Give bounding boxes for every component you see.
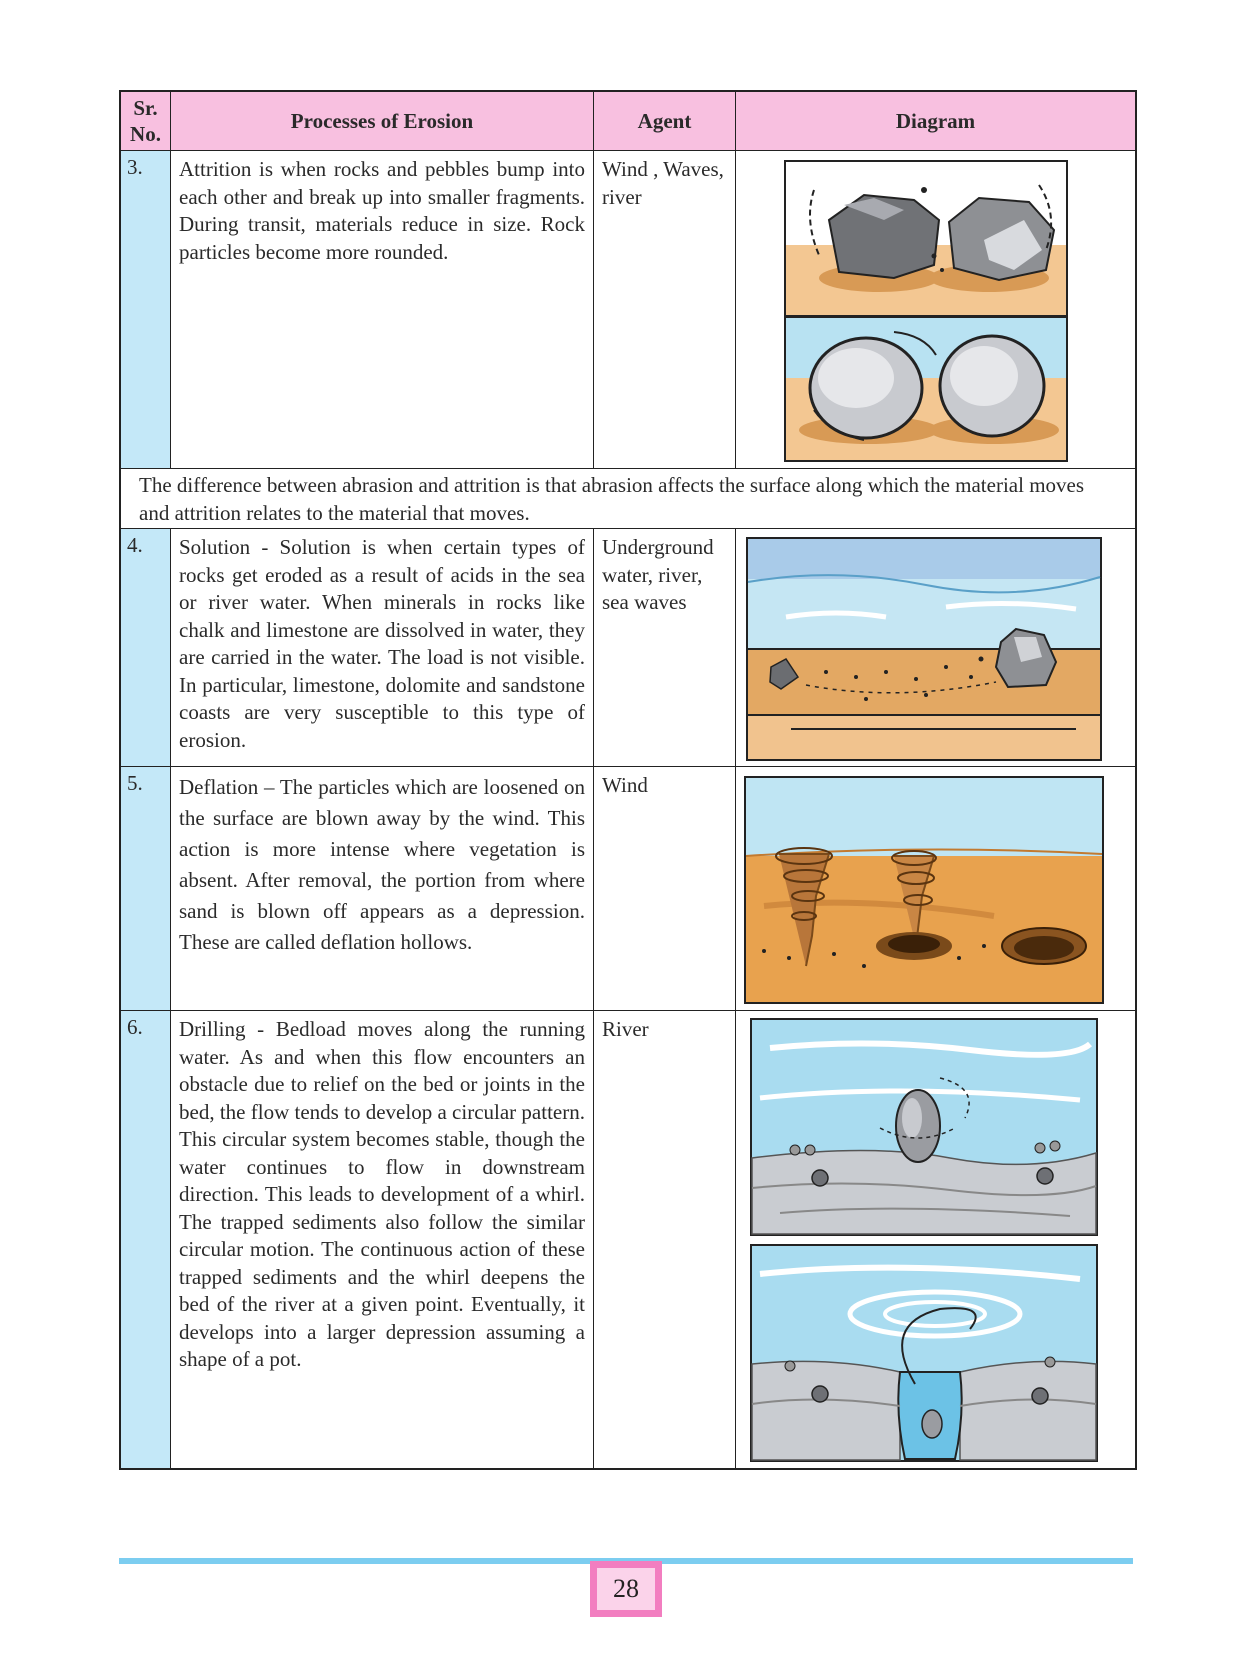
page-number: 28	[597, 1568, 655, 1610]
header-sr-no: Sr. No.	[121, 92, 171, 150]
table-row	[121, 151, 1135, 469]
header-process: Processes of Erosion	[171, 92, 594, 150]
row-number: 3.	[121, 151, 171, 468]
row-number: 6.	[121, 1011, 171, 1468]
deflation-diagram	[744, 776, 1104, 1004]
drilling-diagram-bottom	[750, 1244, 1098, 1462]
attrition-diagram	[784, 160, 1068, 462]
process-description: Drilling - Bedload moves along the running water. As and when this flow encounters an obstacle due to relief on the bed or joints in the bed, the flow tends to develop a circular pattern. This circular system becomes stable, though the water continues to flow in downstream direction. This leads to development of a whirl. The trapped sediments also follow the similar circular motion. The continuous action of these trapped sediments and the whirl deepens the bed of the river at a given point. Eventually, it develops into a larger depression assuming a shape of a pot.	[171, 1011, 594, 1468]
drilling-diagram-top	[750, 1018, 1098, 1236]
table-header	[121, 92, 1135, 151]
header-diagram: Diagram	[895, 109, 976, 133]
row-number: 5.	[121, 767, 171, 1010]
diagram-cell	[736, 767, 1135, 1010]
header-agent: Agent	[594, 92, 736, 150]
table-row	[121, 767, 1135, 1011]
page-number-badge	[590, 1561, 662, 1617]
table-row	[121, 1011, 1135, 1468]
agent-cell: Wind , Waves, river	[594, 151, 736, 468]
erosion-table	[119, 90, 1137, 1470]
difference-note: The difference between abrasion and attrition is that abrasion affects the surface along which the material moves and attrition relates to the material that moves.	[121, 469, 1135, 529]
row-number: 4.	[121, 529, 171, 766]
solution-diagram	[746, 537, 1102, 761]
diagram-cell	[736, 529, 1135, 766]
agent-cell: River	[594, 1011, 736, 1468]
agent-cell: Underground water, river, sea waves	[594, 529, 736, 766]
diagram-cell	[736, 1011, 1135, 1468]
process-description: Solution - Solution is when certain types of rocks get eroded as a result of acids in the sea or river water. When minerals in rocks like chalk and limestone are dissolved in water, they are carried in the water. The load is not visible. In particular, limestone, dolomite and sandstone coasts are very susceptible to this type of erosion.	[171, 529, 594, 766]
process-description: Deflation – The particles which are loosened on the surface are blown away by the wind. This action is more intense where vegetation is absent. After removal, the portion from where sand is blown off appears as a depression. These are called deflation hollows.	[171, 767, 594, 1010]
process-description: Attrition is when rocks and pebbles bump into each other and break up into smaller fragments. During transit, materials reduce in size. Rock particles become more rounded.	[171, 151, 594, 468]
agent-cell: Wind	[594, 767, 736, 1010]
diagram-cell	[736, 151, 1135, 468]
table-row	[121, 529, 1135, 767]
